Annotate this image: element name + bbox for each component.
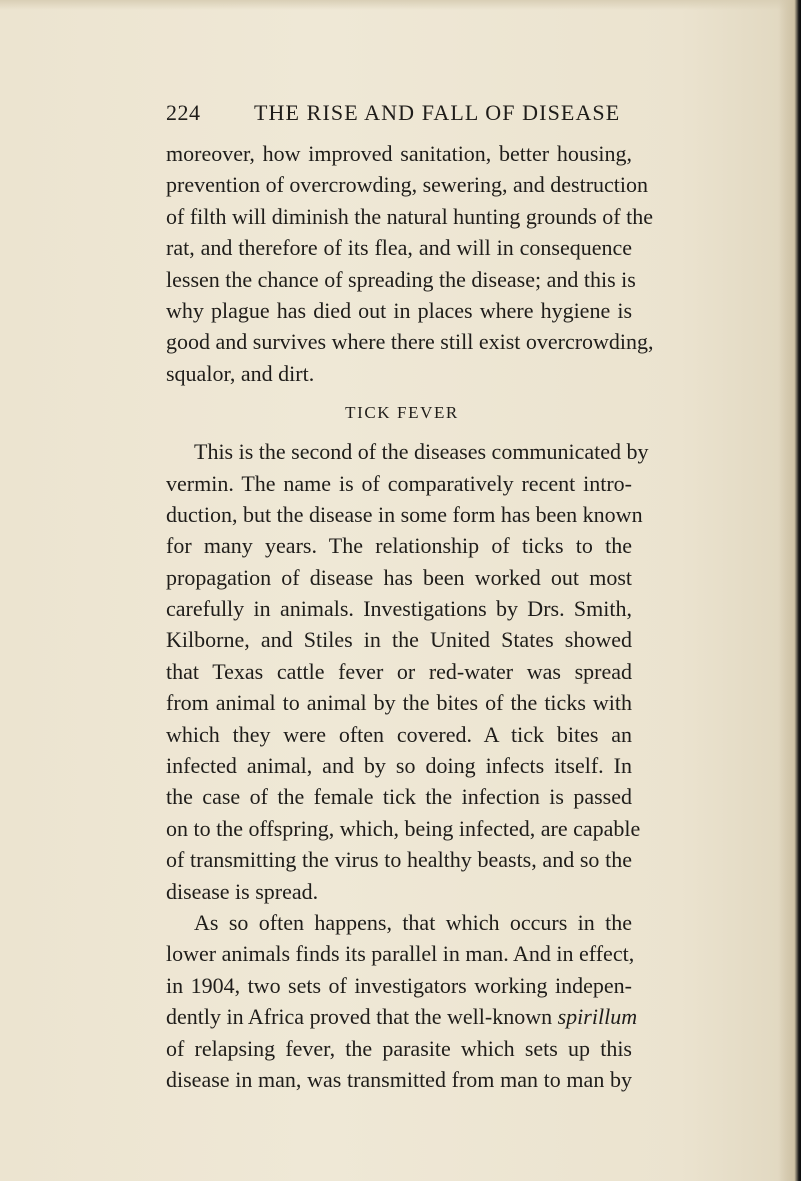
text-line: propagation of disease has been worked out most <box>166 564 632 590</box>
text-line: lower animals finds its parallel in man. And in effect, <box>166 941 635 967</box>
text-fragment: dently in Africa proved that the well-known <box>166 1004 553 1030</box>
text-line: duction, but the disease in some form has been known <box>166 501 643 527</box>
text-line: rat, and therefore of its flea, and will in consequence <box>166 235 632 261</box>
text-line: of transmitting the virus to healthy beasts, and so the <box>166 847 632 873</box>
text-line: moreover, how improved sanitation, better housing, <box>166 141 632 166</box>
text-line: of relapsing fever, the parasite which sets up this <box>166 1035 632 1061</box>
italic-term: spirillum <box>557 1004 638 1030</box>
text-line: infected animal, and by so doing infects itself. In <box>166 753 632 779</box>
text-line: on to the offspring, which, being infected, are capable <box>166 815 641 841</box>
text-line: This is the second of the diseases communicated by <box>194 439 649 465</box>
text-line: good and survives where there still exist overcrowding, <box>166 329 654 355</box>
text-line: disease in man, was transmitted from man to man by <box>166 1066 632 1092</box>
text-line: that Texas cattle fever or red-water was spread <box>166 658 632 684</box>
text-line: in 1904, two sets of investigators working indepen- <box>166 972 632 998</box>
text-line: prevention of overcrowding, sewering, and destruction <box>166 172 649 198</box>
page-header <box>166 97 632 129</box>
text-line: vermin. The name is of comparatively recent intro- <box>166 470 632 496</box>
text-line-with-italic <box>166 1001 638 1032</box>
text-line: from animal to animal by the bites of the ticks with <box>166 690 632 716</box>
section-heading: TICK FEVER <box>345 403 459 423</box>
running-head: THE RISE AND FALL OF DISEASE <box>254 100 621 125</box>
text-line: the case of the female tick the infection is passed <box>166 784 632 810</box>
body-text <box>166 138 654 1095</box>
text-line: squalor, and dirt. <box>166 360 315 386</box>
text-line: of filth will diminish the natural hunting grounds of the <box>166 203 653 229</box>
text-line: lessen the chance of spreading the disease; and this is <box>166 266 636 292</box>
text-line: carefully in animals. Investigations by Drs. Smith, <box>166 596 632 622</box>
page-number: 224 <box>166 100 201 125</box>
text-line: which they were often covered. A tick bites an <box>166 721 632 747</box>
page-top-shadow <box>0 0 801 10</box>
page-right-edge <box>779 0 801 1181</box>
text-line: As so often happens, that which occurs in the <box>194 909 632 935</box>
text-line: Kilborne, and Stiles in the United States showed <box>166 627 632 653</box>
text-line: for many years. The relationship of ticks to the <box>166 533 632 559</box>
text-line: disease is spread. <box>166 878 319 904</box>
text-line: why plague has died out in places where hygiene is <box>166 297 632 323</box>
